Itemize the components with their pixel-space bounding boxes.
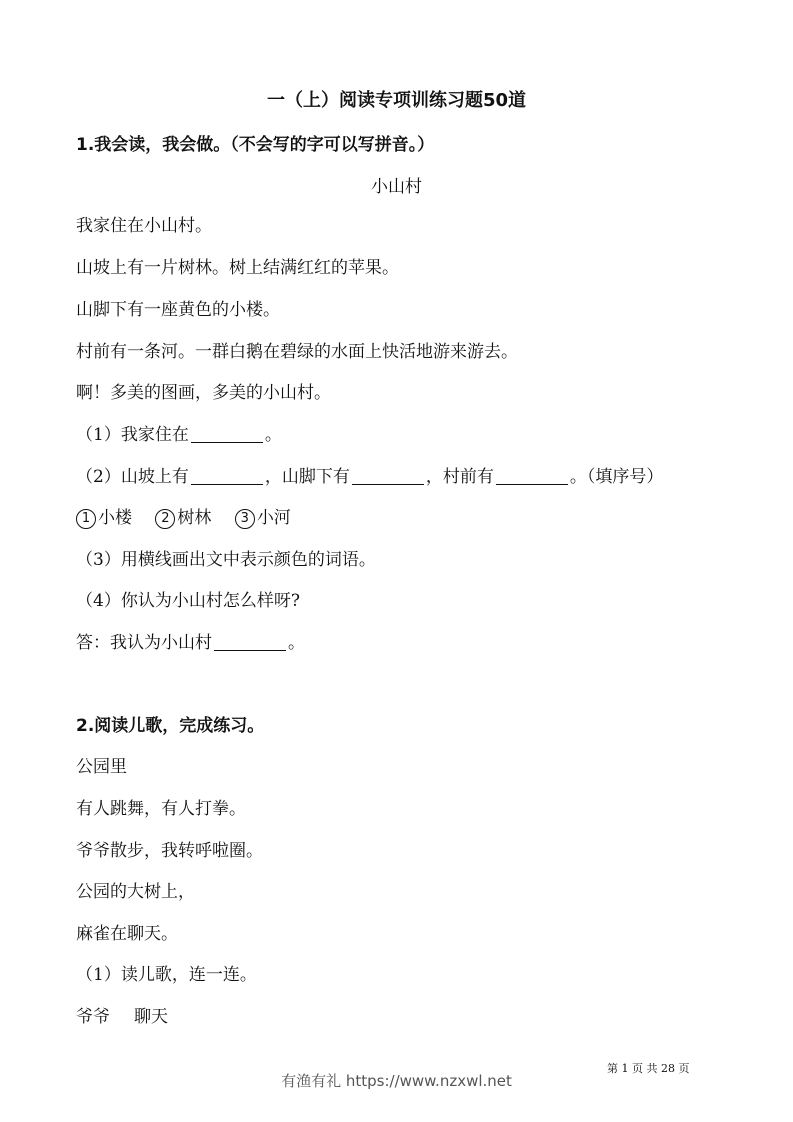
question-1-heading: 1.我会读，我会做。（不会写的字可以写拼音。）	[76, 135, 435, 155]
option-2-text: 树林	[177, 508, 212, 528]
question-1-item-3: （3）用横线画出文中表示颜色的词语。	[76, 550, 376, 570]
document-title: 一（上）阅读专项训练习题50道	[266, 90, 527, 111]
circled-number-1: 1	[76, 509, 96, 529]
item-2-part-c: ，村前有	[425, 467, 494, 487]
poem-line-2: 有人跳舞，有人打拳。	[76, 799, 246, 819]
option-2	[155, 503, 211, 529]
item-1-suffix: 。	[264, 425, 282, 445]
item-2-part-a: （2）山坡上有	[76, 467, 189, 487]
match-right: 聊天	[134, 1007, 168, 1027]
question-2-heading: 2.阅读儿歌，完成练习。	[76, 716, 265, 736]
circled-number-2: 2	[155, 509, 175, 529]
answer-blank[interactable]	[191, 467, 263, 485]
circled-number-3: 3	[235, 509, 255, 529]
question-1-item-4: （4）你认为小山村怎么样呀?	[76, 591, 300, 611]
option-3-text: 小河	[256, 508, 291, 528]
poem-line-3: 爷爷散步，我转呼啦圈。	[76, 841, 263, 861]
passage-line-5: 啊！多美的图画，多美的小山村。	[76, 383, 331, 403]
passage-line-2: 山坡上有一片树林。树上结满红红的苹果。	[76, 258, 399, 278]
answer-line	[76, 628, 305, 653]
poem-line-5: 麻雀在聊天。	[76, 924, 178, 944]
item-1-prefix: （1）我家住在	[76, 425, 189, 445]
options-row	[76, 503, 309, 529]
poem-line-4: 公园的大树上，	[76, 882, 195, 902]
passage-title: 小山村	[371, 177, 422, 197]
option-1	[76, 503, 132, 529]
passage-line-4: 村前有一条河。一群白鹅在碧绿的水面上快活地游来游去。	[76, 342, 518, 362]
passage-line-3: 山脚下有一座黄色的小楼。	[76, 300, 280, 320]
page-number: 第 1 页 共 28 页	[607, 1062, 690, 1075]
answer-suffix: 。	[288, 633, 305, 653]
answer-prefix: 答：我认为小山村	[76, 633, 212, 653]
passage-line-1: 我家住在小山村。	[76, 216, 212, 236]
answer-blank[interactable]	[191, 425, 263, 443]
watermark: 有渔有礼 https://www.nzxwl.net	[281, 1072, 512, 1090]
item-2-part-b: ，山脚下有	[264, 467, 350, 487]
poem-line-1: 公园里	[76, 757, 127, 777]
match-left: 爷爷	[76, 1007, 110, 1027]
option-1-text: 小楼	[98, 508, 132, 528]
answer-blank[interactable]	[214, 633, 286, 651]
matching-row	[76, 1002, 168, 1027]
question-1-item-1	[76, 420, 282, 445]
option-3	[235, 503, 291, 529]
question-2-item-1: （1）读儿歌，连一连。	[76, 965, 257, 985]
item-2-part-d: 。（填序号）	[569, 467, 664, 487]
question-1-item-2	[76, 462, 663, 487]
answer-blank[interactable]	[352, 467, 424, 485]
answer-blank[interactable]	[496, 467, 568, 485]
